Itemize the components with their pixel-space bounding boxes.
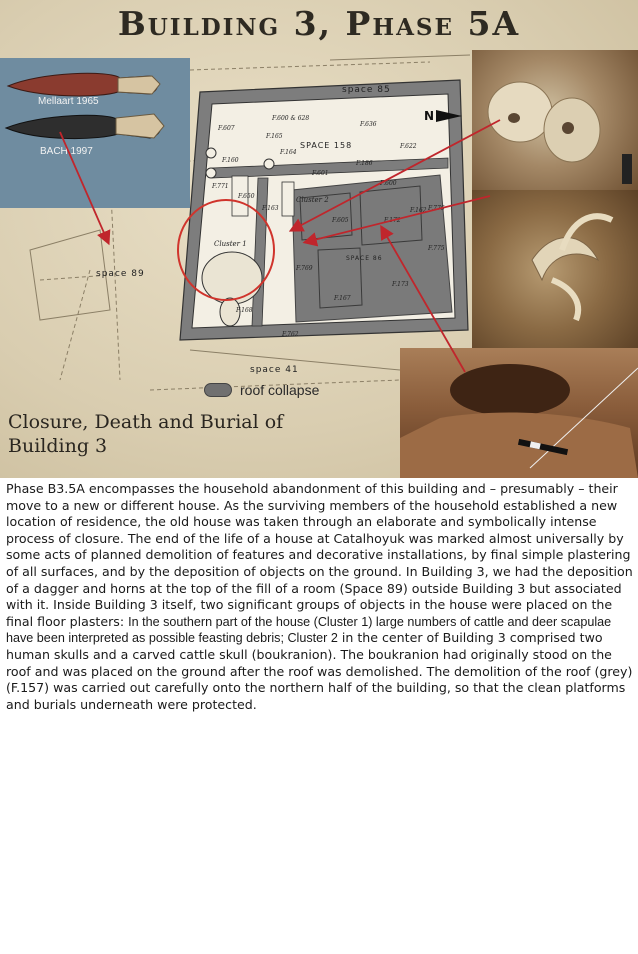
plan-feature-label: F.162 (410, 207, 427, 214)
description-part: In the southern part of the house (Cluster 1) large numbers of cattle and deer scapulae have been interpreted as possible feasting debris; Cluster 2 (6, 614, 612, 646)
plan-feature-label: F.650 (238, 193, 255, 200)
plan-space-label: SPACE 86 (346, 255, 383, 262)
horns-photo (472, 190, 638, 350)
plan-feature-label: F.776 (428, 205, 445, 212)
legend-label: roof collapse (240, 382, 320, 398)
description-part: in the center of Building 3 comprised two human skulls and a carved cattle skull (boukranion). The boukranion had originally stood on the roof and was placed on the ground after the roof was demolished. The demolition of the roof (grey)(F.157) was carried out carefully onto the northern half of the building, so that the clean platforms and burials underneath were protected. (6, 630, 633, 712)
plan-space-label: space 85 (342, 85, 391, 95)
plan-feature-label: F.163 (262, 205, 279, 212)
plan-feature-label: F.165 (266, 133, 283, 140)
artifact-caption: Mellaart 1965 (38, 96, 99, 107)
plan-feature-label: F.164 (280, 149, 297, 156)
description-part: Phase B3.5A encompasses the household abandonment of this building and – presumably – their move to a new or different house. As the surviving members of the household established a new location of residence, the old house was taken through an elaborate and symbolically intense process of closure. The end of the life of a house at Catalhoyuk was marked almost universally by some acts of planned demolition of features and decorative installations, by final simple plastering of all surfaces, and by the deposition of objects on the ground. In Building 3, we had the deposition of a dagger and horns at the top of the fill of a room (Space 89) outside Building 3 but associated with it. Inside Building 3 itself, two significant groups of objects in the house were placed on the final floor plasters: (6, 481, 633, 629)
plan-cluster-label: Cluster 2 (296, 196, 329, 204)
artifact-caption: BACH 1997 (40, 146, 93, 157)
plan-feature-label: F.186 (356, 160, 373, 167)
excavation-pit-photo (400, 348, 638, 478)
plan-space-label: space 41 (250, 365, 299, 375)
description-text (6, 481, 634, 713)
slide-subtitle: Closure, Death and Burial of Building 3 (8, 411, 284, 457)
plan-feature-label: F.167 (334, 295, 351, 302)
dagger-image (0, 58, 190, 208)
plan-feature-label: F.172 (384, 217, 401, 224)
plan-feature-label: F.168 (236, 307, 253, 314)
plan-feature-label: F.775 (428, 245, 445, 252)
plan-feature-label: F.600 & 628 (272, 115, 310, 122)
roof-collapse-swatch (204, 383, 232, 397)
plan-feature-label: F.607 (218, 125, 235, 132)
plan-feature-label: F.605 (332, 217, 349, 224)
legend (204, 382, 319, 398)
plan-feature-label: F.622 (400, 143, 417, 150)
plan-feature-label: F.601 (312, 170, 329, 177)
plan-feature-label: F.173 (392, 281, 409, 288)
plan-cluster-label: Cluster 1 (214, 240, 247, 248)
skulls-photo (472, 50, 638, 190)
plan-feature-label: F.160 (222, 157, 239, 164)
plan-space-label: space 89 (96, 269, 145, 279)
plan-feature-label: F.771 (212, 183, 229, 190)
plan-feature-label: F.636 (360, 121, 377, 128)
plan-feature-label: F.769 (296, 265, 313, 272)
north-label: N (424, 109, 435, 123)
slide-title: Building 3, Phase 5A (117, 4, 521, 43)
plan-space-label: SPACE 158 (300, 141, 353, 150)
plan-feature-label: F.600 (380, 180, 397, 187)
plan-feature-label: F.762 (282, 331, 299, 338)
dagger-photo (0, 58, 190, 208)
